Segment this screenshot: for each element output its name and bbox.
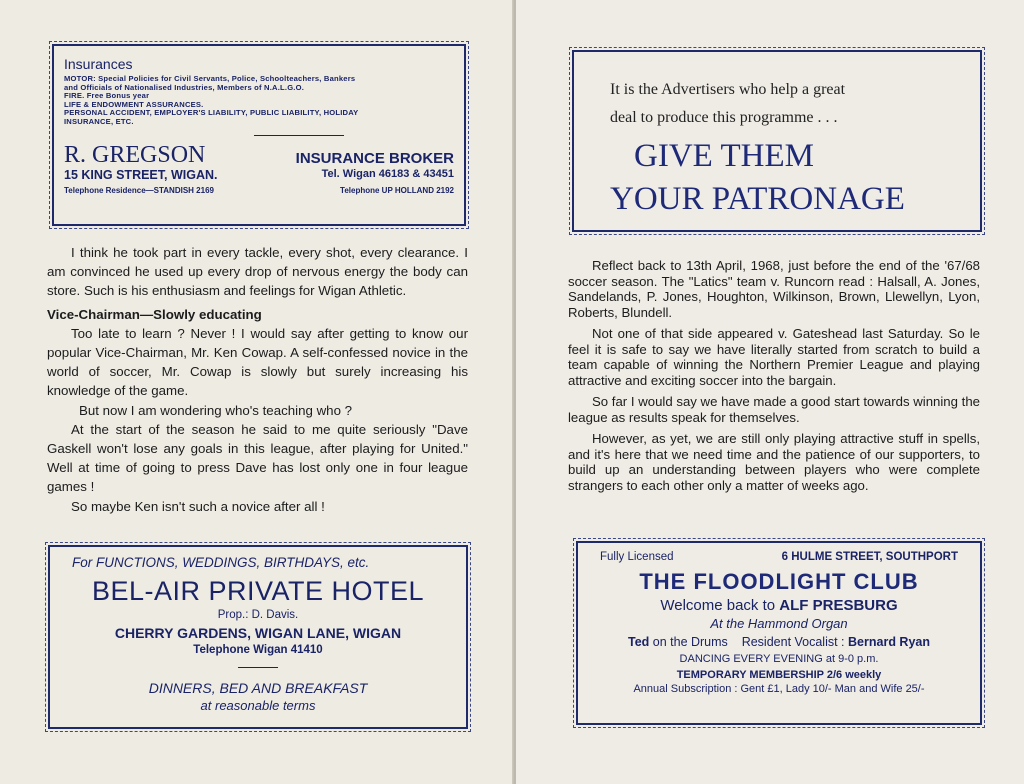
insurance-heading: Insurances (64, 56, 133, 72)
article-left (47, 243, 468, 516)
divider (254, 135, 344, 136)
address-row (64, 168, 454, 182)
broker-name: R. GREGSON (64, 141, 206, 168)
patronage-advert (572, 50, 982, 232)
second-telephone: Telephone UP HOLLAND 2192 (340, 185, 454, 195)
club-name: THE FLOODLIGHT CLUB (639, 569, 919, 594)
residence-row (64, 186, 454, 195)
hotel-address: CHERRY GARDENS, WIGAN LANE, WIGAN (114, 625, 402, 641)
floodlight-advert (576, 541, 982, 725)
hotel-telephone: Telephone Wigan 41410 (193, 644, 323, 656)
welcome-line (592, 597, 966, 614)
broker-telephone: Tel. Wigan 46183 & 43451 (321, 167, 454, 180)
paragraph: So maybe Ken isn't such a novice after all ! (71, 498, 325, 514)
paragraph: Too late to learn ? Never ! I would say after getting to know our popular Vice-Chairman, Mr. Ken Cowap. A self-confessed novice in the world of soccer, Mr. Cowap is slowly but surely increasing his knowledge of the game. (47, 325, 468, 399)
club-address: 6 HULME STREET, SOUTHPORT (781, 551, 958, 563)
patronage-headline: YOUR PATRONAGE (610, 181, 905, 217)
hotel-functions: For FUNCTIONS, WEDDINGS, BIRTHDAYS, etc. (72, 555, 370, 570)
broker-address: 15 KING STREET, WIGAN. (64, 167, 218, 182)
insurance-line: PERSONAL ACCIDENT, EMPLOYER'S LIABILITY, PUBLIC LIABILITY, HOLIDAY (64, 108, 359, 118)
organist-name: ALF PRESBURG (779, 597, 898, 614)
right-page (516, 0, 1024, 784)
divider (238, 667, 278, 668)
drums-text: on the Drums (652, 635, 728, 649)
organ-line: At the Hammond Organ (710, 616, 848, 631)
article-right (568, 258, 980, 499)
paragraph: Reflect back to 13th April, 1968, just before the end of the '67/68 soccer season. The "Latics" team v. Runcorn read : Halsall, A. Jones, Sandelands, P. Jones, Houghton, Wilkinson, Brown, Llewellyn, Lyon, Roberts, Blundell. (568, 258, 980, 320)
patronage-line: deal to produce this programme . . . (610, 109, 838, 126)
residence-telephone: Telephone Residence—STANDISH 2169 (64, 185, 214, 195)
membership-line: TEMPORARY MEMBERSHIP 2/6 weekly (676, 669, 882, 681)
hotel-dinners: DINNERS, BED AND BREAKFAST (148, 680, 368, 696)
welcome-prefix: Welcome back to (660, 597, 776, 614)
club-top-row (592, 551, 966, 563)
drums-line (592, 635, 966, 649)
paragraph: Not one of that side appeared v. Gateshead last Saturday. So le feel it is safe to say we have literally started from scratch to build a team capable of winning the Northern Premier League and playing attractive and exciting soccer into the bargain. (568, 326, 980, 388)
paragraph: However, as yet, we are still only playing attractive stuff in spells, and it's here that we need time and the patience of our supporters, to build up an understanding between players who were complete strangers to each other only a matter of weeks ago. (568, 431, 980, 493)
paragraph: So far I would say we have made a good start towards winning the league as results speak for themselves. (568, 394, 980, 425)
insurance-line: LIFE & ENDOWMENT ASSURANCES. (64, 99, 204, 109)
hotel-terms: at reasonable terms (200, 698, 316, 713)
vocalist-name: Bernard Ryan (848, 635, 931, 649)
licensed-label: Fully Licensed (600, 551, 674, 563)
insurance-line: MOTOR: Special Policies for Civil Servants, Police, Schoolteachers, Bankers (64, 74, 356, 83)
hotel-advert (48, 545, 468, 729)
insurance-line: FIRE. Free Bonus year (64, 91, 150, 101)
insurance-line: and Officials of Nationalised Industries, Members of N.A.L.G.O. (64, 82, 305, 92)
paragraph: At the start of the season he said to me quite seriously "Dave Gaskell won't lose any goals in this league, after playing for United." Well at time of going to press Dave has lost only one in four league games ! (47, 421, 468, 495)
insurance-line: INSURANCE, ETC. (64, 116, 134, 126)
drummer-name: Ted (627, 635, 650, 649)
paragraph: I think he took part in every tackle, every shot, every clearance. I am convinced he used up every drop of nervous energy the body can store. Such is his enthusiasm and feelings for Wigan Athletic. (47, 245, 468, 299)
insurance-details (64, 75, 454, 127)
vocalist-label: Resident Vocalist : (741, 635, 845, 649)
broker-title: INSURANCE BROKER (295, 149, 454, 167)
dancing-line: DANCING EVERY EVENING at 9-0 p.m. (679, 653, 879, 665)
patronage-line: It is the Advertisers who help a great (610, 81, 846, 98)
patronage-headline: GIVE THEM (634, 138, 814, 174)
insurance-advert (52, 44, 466, 226)
broker-row (64, 142, 454, 168)
subheading: Vice-Chairman—Slowly educating (47, 306, 262, 322)
hotel-name: BEL-AIR PRIVATE HOTEL (91, 576, 425, 606)
subscription-line: Annual Subscription : Gent £1, Lady 10/- Man and Wife 25/- (633, 683, 925, 695)
paragraph: But now I am wondering who's teaching who ? (79, 402, 353, 418)
hotel-proprietor: Prop.: D. Davis. (217, 609, 299, 621)
